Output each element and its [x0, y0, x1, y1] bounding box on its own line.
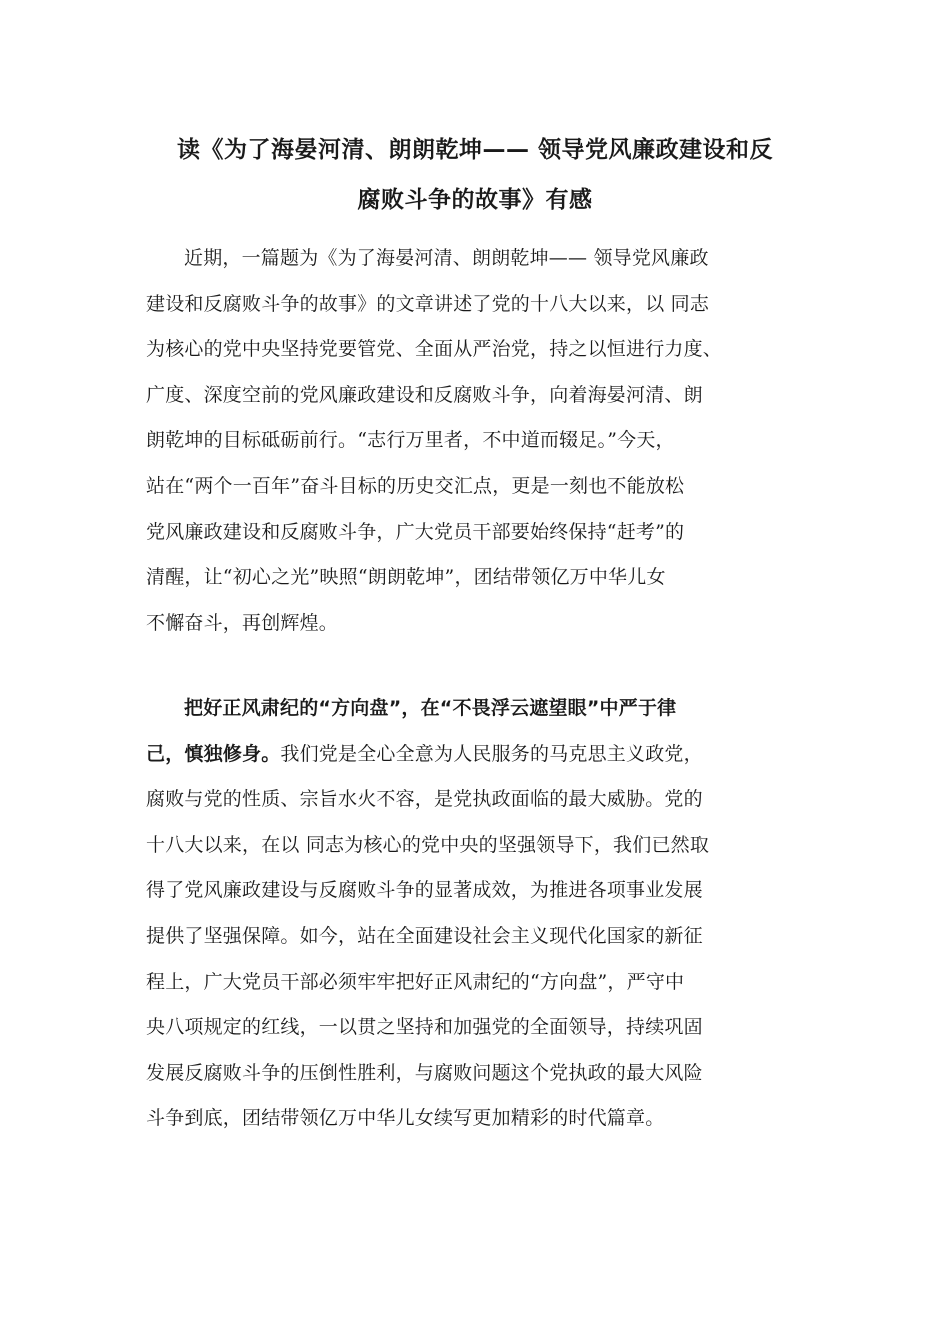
- paragraph-line: 广度、深度空前的党风廉政建设和反腐败斗争，向着海晏河清、朗: [146, 383, 703, 406]
- paragraph-line: 腐败与党的性质、宗旨水火不容，是党执政面临的最大威胁。党的: [146, 788, 703, 811]
- paragraph-line: 得了党风廉政建设与反腐败斗争的显著成效，为推进各项事业发展: [146, 879, 703, 902]
- paragraph-line: 发展反腐败斗争的压倒性胜利，与腐败问题这个党执政的最大风险: [146, 1061, 703, 1084]
- paragraph-line: 程上，广大党员干部必须牢牢把好正风肃纪的“方向盘”，严守中: [146, 970, 685, 993]
- paragraph-line: 近期，一篇题为《为了海晏河清、朗朗乾坤—— 领导党风廉政: [184, 247, 709, 269]
- section-heading-tail: 己，慎独修身。: [146, 742, 281, 765]
- paragraph-line: 为核心的党中央坚持党要管党、全面从严治党，持之以恒进行力度、: [146, 338, 723, 361]
- paragraph-line: 朗乾坤的目标砥砺前行。“志行万里者，不中道而辍足。”今天，: [146, 429, 675, 452]
- title-line: 读《为了海晏河清、朗朗乾坤—— 领导党风廉政建设和反: [176, 137, 773, 163]
- paragraph-line: 不懈奋斗，再创辉煌。: [146, 611, 339, 634]
- paragraph-line: 央八项规定的红线，一以贯之坚持和加强党的全面领导，持续巩固: [146, 1016, 703, 1039]
- paragraph-line: 党风廉政建设和反腐败斗争，广大党员干部要始终保持“赶考”的: [146, 520, 685, 543]
- paragraph-line: [146, 732, 810, 778]
- paragraph-line: 清醒，让“初心之光”映照“朗朗乾坤”，团结带领亿万中华儿女: [146, 566, 666, 589]
- paragraph-line: 建设和反腐败斗争的故事》的文章讲述了党的十八大以来，以 同志: [146, 292, 710, 315]
- paragraph-intro: [146, 236, 810, 646]
- paragraph-line: 斗争到底，团结带领亿万中华儿女续写更加精彩的时代篇章。: [146, 1107, 665, 1130]
- paragraph-line: 站在“两个一百年”奋斗目标的历史交汇点，更是一刻也不能放松: [146, 474, 685, 497]
- paragraph-section-one: [146, 686, 810, 1142]
- paragraph-line: 提供了坚强保障。如今，站在全面建设社会主义现代化国家的新征: [146, 924, 703, 947]
- paragraph-text: 我们党是全心全意为人民服务的马克思主义政党，: [280, 742, 703, 765]
- section-heading-line: 把好正风肃纪的“方向盘”，在“不畏浮云遮望眼”中严于律: [184, 697, 677, 719]
- paragraph-line: 十八大以来，在以 同志为核心的党中央的坚强领导下，我们已然取: [146, 833, 710, 856]
- document-title: [138, 125, 812, 225]
- title-line: 腐败斗争的故事》有感: [357, 187, 593, 213]
